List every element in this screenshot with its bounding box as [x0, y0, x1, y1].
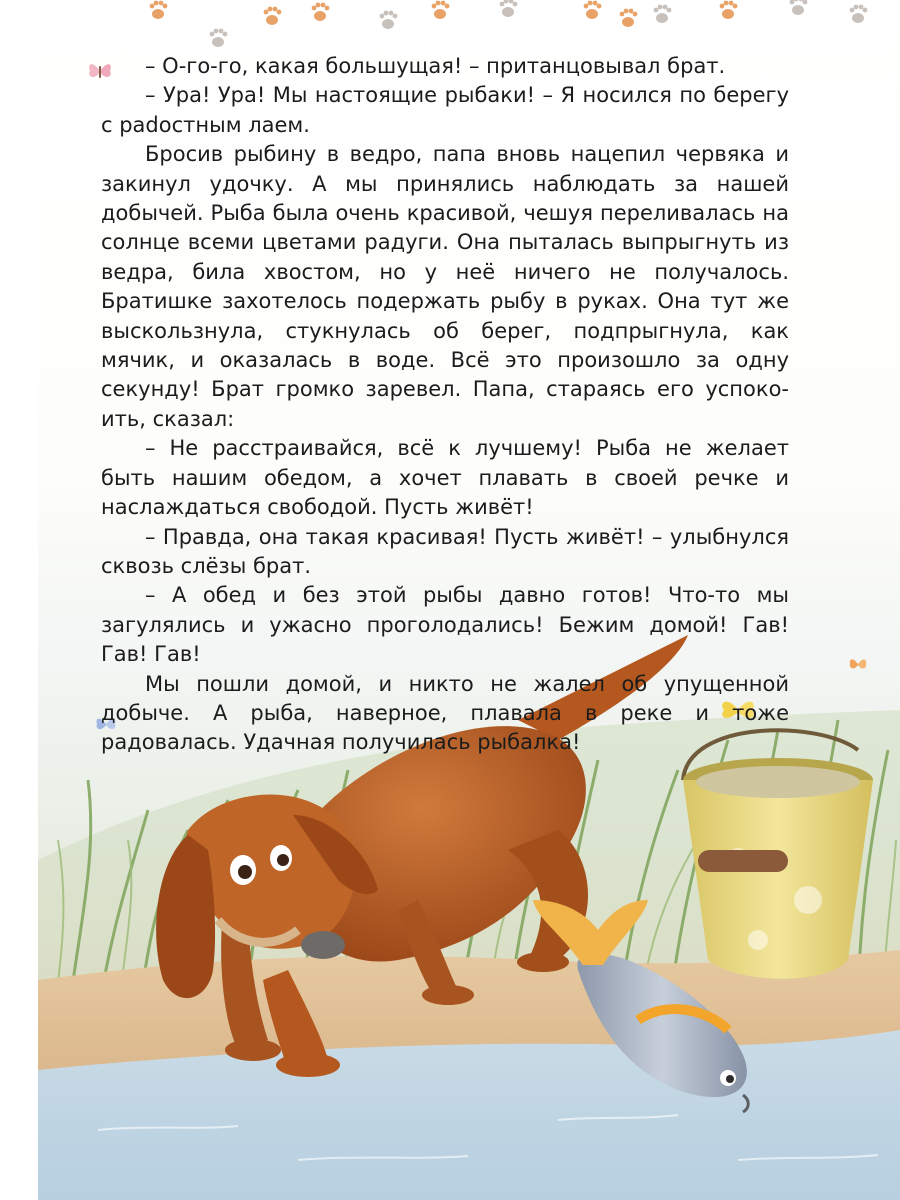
paragraph: – Ура! Ура! Мы настоящие рыбаки! – Я носился по берегу с раdостным лаем. — [101, 83, 789, 137]
paw-prints-decoration — [0, 0, 900, 60]
bucket — [683, 730, 873, 978]
paragraph: – Не расстраивайся, всё к лучшему! Рыба не желает быть нашим обедом, а хочет плавать в своей речке и наслаждаться свободой. Пусть живёт! — [101, 436, 789, 520]
paw-print-icon — [312, 3, 330, 21]
paw-print-icon — [432, 1, 450, 19]
paw-print-icon — [654, 5, 672, 23]
paragraph: Мы пошли домой, и никто не жалел об упущенной добыче. А рыба, наверное, плавала в реке и тоже радовалась. Удачная получилась рыбалка! — [101, 671, 789, 755]
paragraph: – Правда, она такая красивая! Пусть живёт! – улыбнулся сквозь слёзы брат. — [101, 524, 789, 578]
paragraph: Бросив рыбину в ведро, папа вновь нацепил червяка и закинул удочку. А мы принялись наблюдать за нашей добычей. Рыба была очень красивой, чешуя переливалась на солнце всеми цветами радуги. Она пыталась выпрыгнуть из ведра, била хвостом, но у неё ничего не получалось. Братишке захотелось подержать рыбу в руках. Она тут же выскользнула, стукнулась об берег, подпрыгнула, как мячик, и оказалась в воде. Всё это произошло за одну секунду! Брат громко заревел. Папа, стараясь его успокоить, сказал: — [101, 142, 789, 431]
paw-print-icon — [264, 7, 282, 25]
paragraph: – А обед и без этой рыбы давно готов! Что-то мы загулялись и ужасно проголодались! Бежим домой! Гав! Гав! Гав! — [101, 583, 789, 667]
paragraph: – О-го-го, какая большущая! – пританцовывал брат. — [145, 54, 726, 78]
paw-print-icon — [150, 1, 168, 19]
paw-print-icon — [790, 0, 808, 15]
paw-print-icon — [584, 1, 602, 19]
paw-print-icon — [380, 11, 398, 29]
paw-print-icon — [500, 0, 518, 17]
paw-print-icon — [210, 29, 228, 47]
paw-print-icon — [720, 1, 738, 19]
page-margin — [0, 0, 38, 1200]
paw-print-icon — [850, 5, 868, 23]
paw-print-icon — [620, 9, 638, 27]
story-text — [101, 52, 789, 758]
